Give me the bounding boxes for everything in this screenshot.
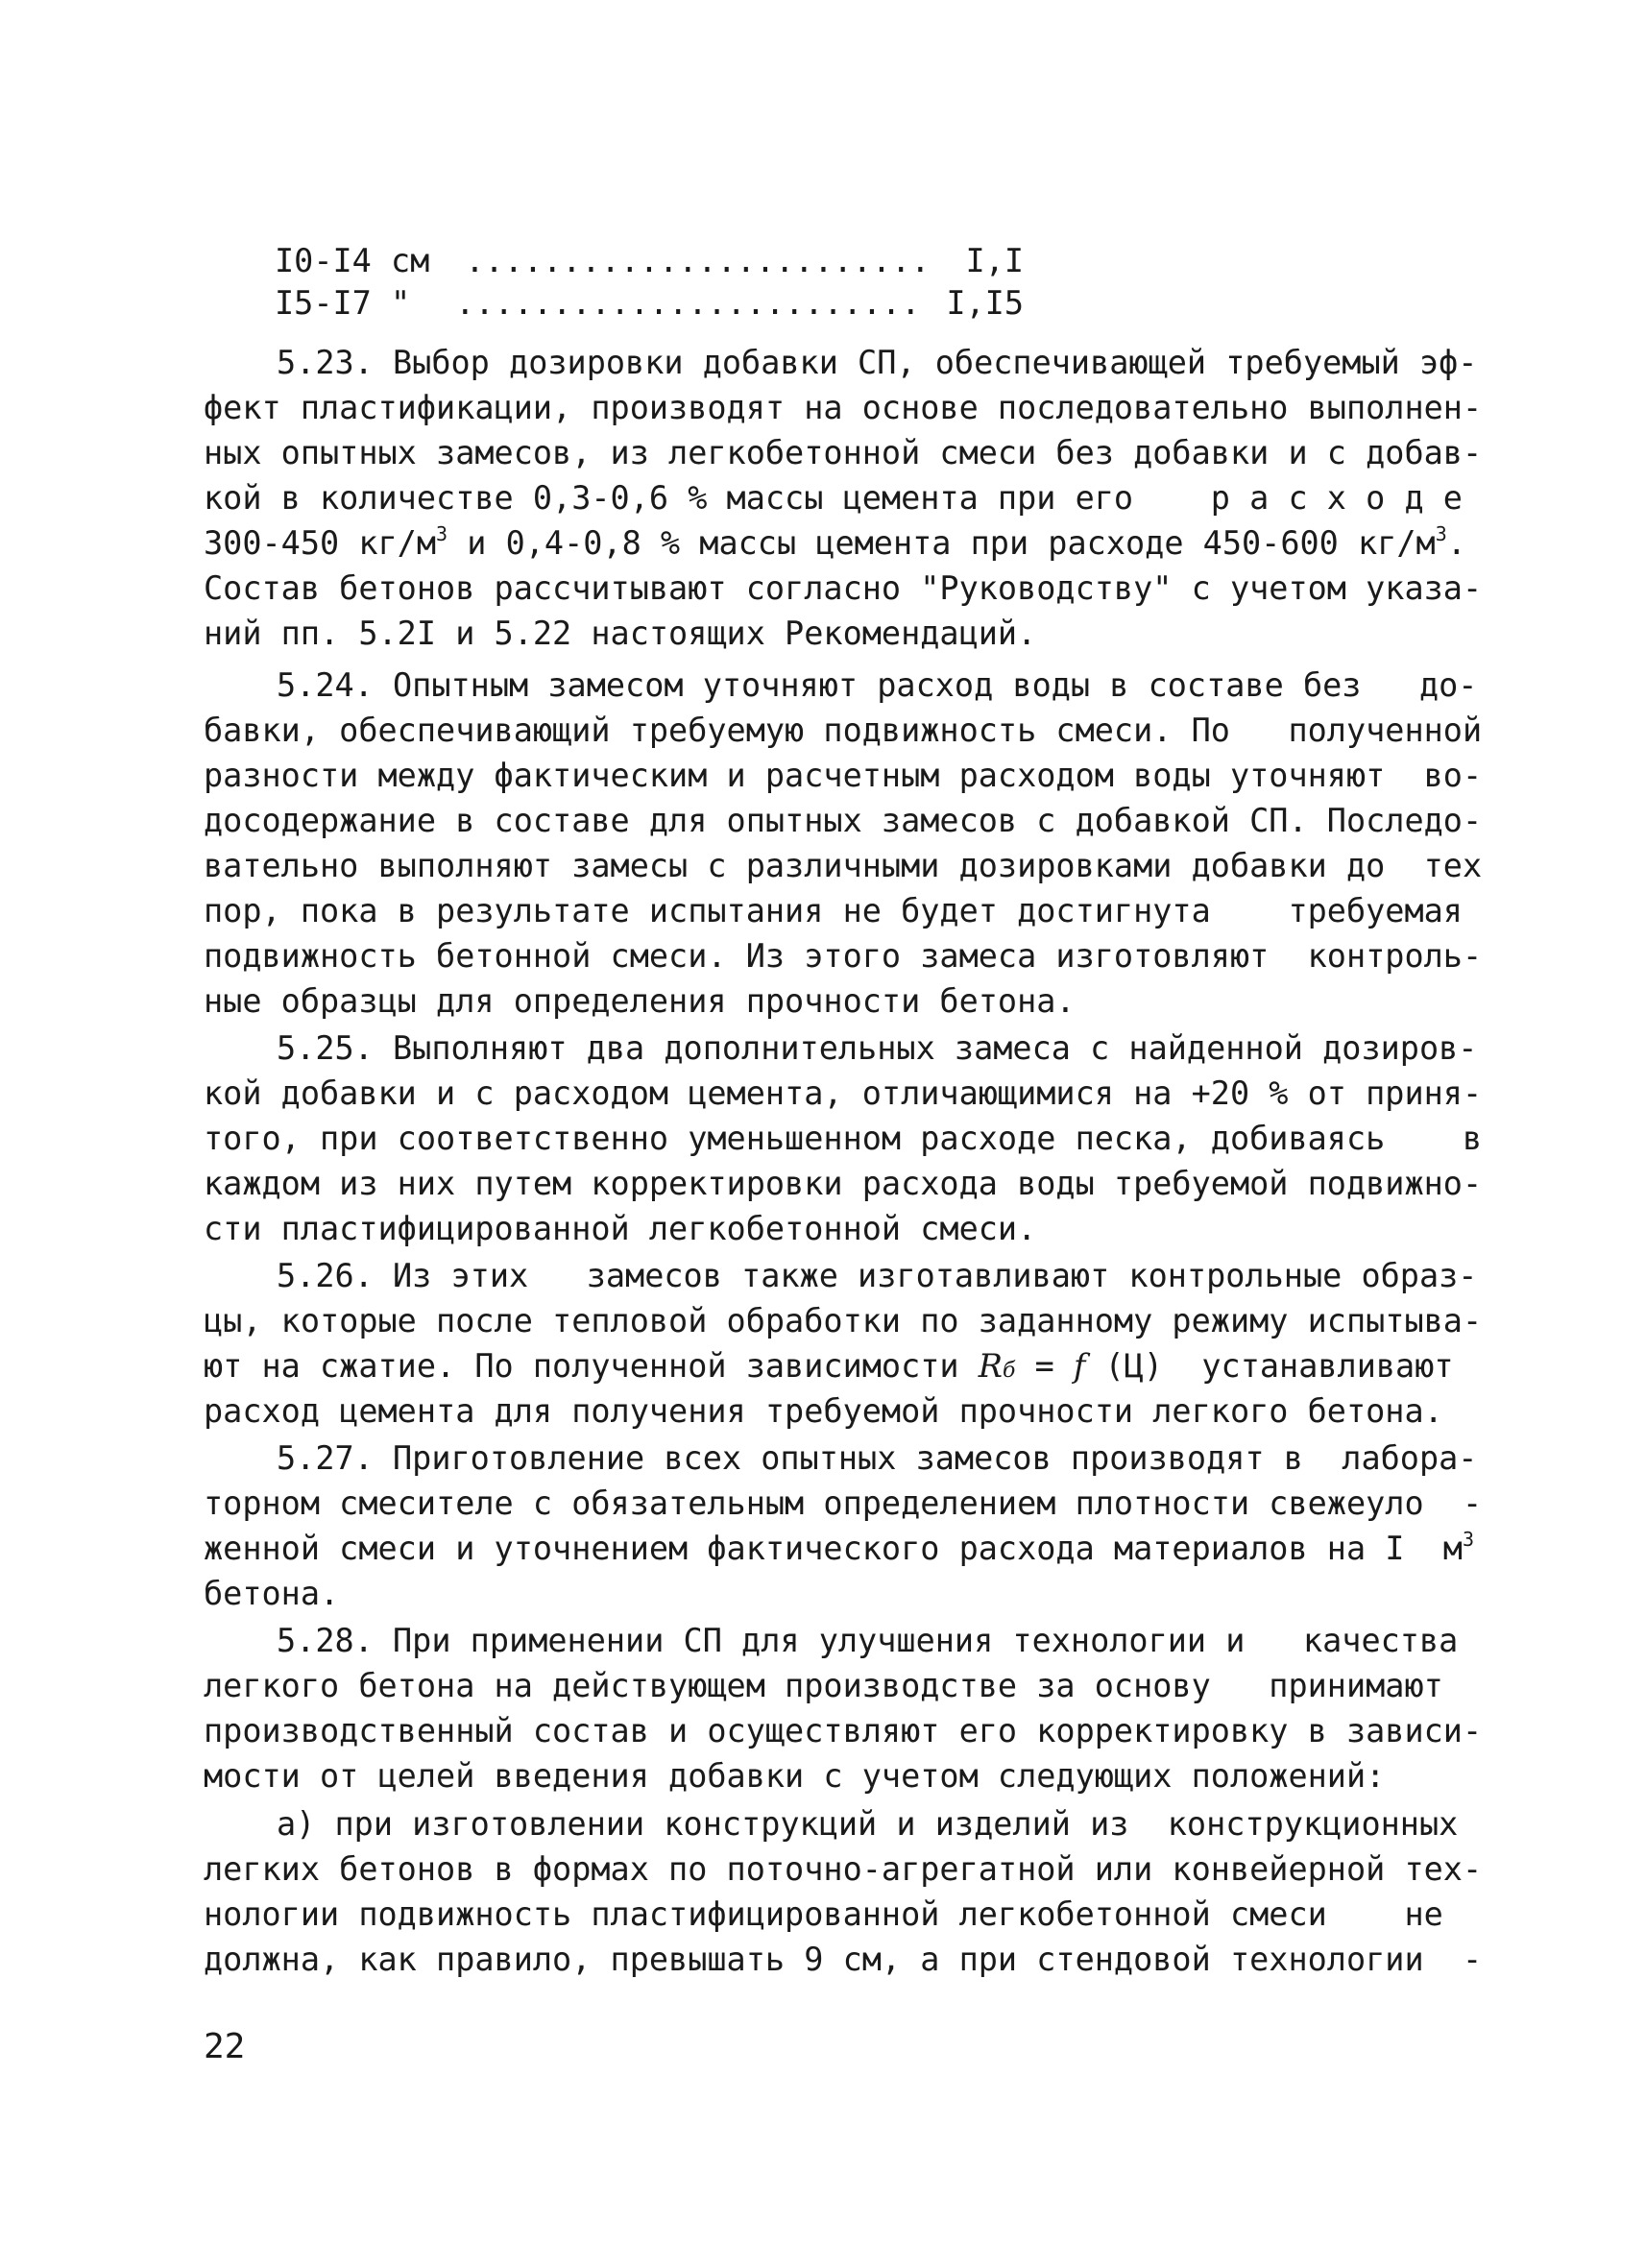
formula-symbol: R	[978, 1347, 1003, 1385]
text-line: цы, которые после тепловой обработки по заданному режиму испытыва-	[204, 1302, 1483, 1339]
row-value: I,I	[965, 242, 1024, 279]
superscript: 3	[1462, 1528, 1475, 1551]
text-line: торном смесителе с обязательным определением плотности свежеуло -	[204, 1484, 1483, 1522]
table-row	[275, 280, 1024, 326]
table-row	[275, 238, 1024, 284]
text-line: кой добавки и с расходом цемента, отличающимися на +20 % от приня-	[204, 1074, 1483, 1112]
superscript: 3	[1435, 522, 1447, 545]
text-line: нологии подвижность пластифицированной легкобетонной смеси не	[204, 1895, 1443, 1933]
text-line: 5.27. Приготовление всех опытных замесов производят в лабора-	[277, 1439, 1478, 1477]
text-line: должна, как правило, превышать 9 см, а при стендовой технологии -	[204, 1941, 1483, 1978]
text-line: вательно выполняют замесы с различными дозировками добавки до тех	[204, 847, 1483, 884]
text-line: сти пластифицированной легкобетонной смеси.	[204, 1210, 1037, 1247]
text-line: каждом из них путем корректировки расхода воды требуемой подвижно-	[204, 1165, 1483, 1202]
row-leader: ........................	[465, 242, 931, 279]
superscript: 3	[436, 522, 448, 545]
formula-subscript: б	[1002, 1359, 1016, 1383]
text-line: 5.23. Выбор дозировки добавки СП, обеспечивающей требуемый эф-	[277, 344, 1478, 381]
text-line: ных опытных замесов, из легкобетонной смеси без добавки и с добав-	[204, 434, 1483, 471]
text-line: Состав бетонов рассчитывают согласно "Руководству" с учетом указа-	[204, 569, 1483, 607]
text-line: женной смеси и уточнением фактического расхода материалов на I $м^3$	[204, 1528, 1475, 1567]
text-line: досодержание в составе для опытных замесов с добавкой СП. Последо-	[204, 802, 1483, 839]
text-line: фект пластификации, производят на основе последовательно выполнен-	[204, 389, 1483, 426]
text-line: 300-450 $кг/м^3$ и 0,4-0,8 % массы цемента при расходе 450-600 $кг/м^3$.	[204, 522, 1466, 562]
text-line: пор, пока в результате испытания не будет достигнута требуемая	[204, 892, 1463, 929]
text-line: легких бетонов в формах по поточно-агрегатной или конвейерной тех-	[204, 1850, 1483, 1888]
row-label: I5-I7 "	[275, 284, 411, 322]
text-line: 5.24. Опытным замесом уточняют расход воды в составе без до-	[277, 666, 1478, 704]
row-leader: ........................	[436, 284, 921, 322]
text-line: расход цемента для получения требуемой прочности легкого бетона.	[204, 1392, 1443, 1430]
text-line: 5.25. Выполняют два дополнительных замеса с найденной дозиров-	[277, 1029, 1478, 1067]
text-line: а) при изготовлении конструкций и изделий из конструкционных	[277, 1805, 1459, 1843]
formula-function: f	[1073, 1347, 1086, 1385]
text-line: того, при соответственно уменьшенном расходе песка, добиваясь в	[204, 1120, 1483, 1157]
text-line: легкого бетона на действующем производстве за основу принимают	[204, 1667, 1443, 1704]
text-line: ний пп. 5.2I и 5.22 настоящих Рекомендаций.	[204, 615, 1037, 652]
text-line: производственный состав и осуществляют его корректировку в зависи-	[204, 1712, 1483, 1749]
text-line: 5.28. При применении СП для улучшения технологии и качества	[277, 1622, 1459, 1659]
text-line: бетона.	[204, 1575, 340, 1612]
row-label: I0-I4 см	[275, 242, 430, 279]
text-line: разности между фактическим и расчетным расходом воды уточняют во-	[204, 757, 1483, 794]
page-number: 22	[204, 2027, 246, 2066]
text-line: 5.26. Из этих замесов также изготавливают контрольные образ-	[277, 1257, 1478, 1294]
text-line: кой в количестве 0,3-0,6 % массы цемента при его р а с х о д е	[204, 479, 1463, 517]
row-value: I,I5	[946, 284, 1024, 322]
text-line: подвижность бетонной смеси. Из этого замеса изготовляют контроль-	[204, 937, 1483, 975]
text-line: мости от целей введения добавки с учетом следующих положений:	[204, 1757, 1386, 1795]
text-line: ют на сжатие. По полученной зависимости Rб = f (Ц) устанавливают	[204, 1347, 1454, 1385]
text-line: бавки, обеспечивающий требуемую подвижность смеси. По полученной	[204, 712, 1483, 749]
text-line: ные образцы для определения прочности бетона.	[204, 982, 1076, 1020]
